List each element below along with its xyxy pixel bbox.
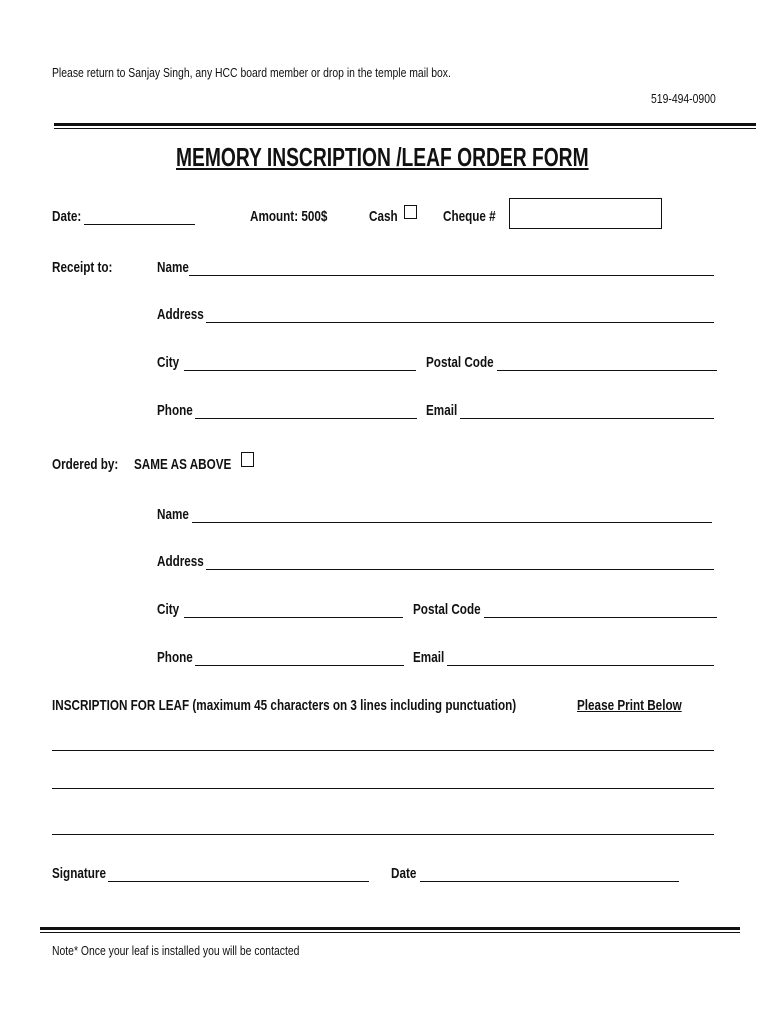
cheque-label: Cheque # — [443, 208, 496, 225]
ordered-by-label: Ordered by: — [52, 456, 119, 473]
ordered-email-field[interactable] — [447, 665, 714, 666]
inscription-label: INSCRIPTION FOR LEAF (maximum 45 characters on 3 lines including punctuation) — [52, 697, 517, 714]
ordered-phone-label: Phone — [157, 649, 193, 666]
header-divider — [54, 123, 756, 126]
inscription-line-2[interactable] — [52, 788, 714, 789]
cheque-number-field[interactable] — [509, 198, 662, 229]
footer-divider-thin — [40, 932, 740, 933]
date-field[interactable] — [84, 224, 195, 225]
receipt-email-label: Email — [426, 402, 458, 419]
ordered-name-field[interactable] — [192, 522, 712, 523]
receipt-address-field[interactable] — [206, 322, 714, 323]
date-label: Date: — [52, 208, 82, 225]
ordered-city-field[interactable] — [184, 617, 403, 618]
form-title: MEMORY INSCRIPTION /LEAF ORDER FORM — [176, 142, 589, 172]
same-as-above-checkbox[interactable] — [241, 452, 254, 467]
footer-divider — [40, 927, 740, 930]
receipt-city-field[interactable] — [184, 370, 416, 371]
ordered-postal-label: Postal Code — [413, 601, 481, 618]
footer-note: Note* Once your leaf is installed you will be contacted — [52, 943, 300, 958]
ordered-phone-field[interactable] — [195, 665, 404, 666]
receipt-city-label: City — [157, 354, 180, 371]
ordered-email-label: Email — [413, 649, 445, 666]
inscription-line-3[interactable] — [52, 834, 714, 835]
ordered-address-label: Address — [157, 553, 204, 570]
ordered-postal-field[interactable] — [484, 617, 717, 618]
receipt-email-field[interactable] — [460, 418, 714, 419]
return-note: Please return to Sanjay Singh, any HCC board member or drop in the temple mail box. — [52, 65, 451, 80]
receipt-name-label: Name — [157, 259, 189, 276]
ordered-city-label: City — [157, 601, 180, 618]
signature-label: Signature — [52, 865, 106, 882]
receipt-postal-field[interactable] — [497, 370, 717, 371]
same-as-above-label: SAME AS ABOVE — [134, 456, 232, 473]
please-print-below: Please Print Below — [577, 697, 682, 714]
receipt-address-label: Address — [157, 306, 204, 323]
receipt-phone-field[interactable] — [195, 418, 417, 419]
receipt-name-field[interactable] — [189, 275, 714, 276]
signature-field[interactable] — [108, 881, 369, 882]
inscription-line-1[interactable] — [52, 750, 714, 751]
receipt-to-label: Receipt to: — [52, 259, 113, 276]
cash-label: Cash — [369, 208, 398, 225]
amount-label: Amount: 500$ — [250, 208, 328, 225]
cash-checkbox[interactable] — [404, 205, 417, 219]
receipt-phone-label: Phone — [157, 402, 193, 419]
contact-phone: 519-494-0900 — [651, 91, 716, 106]
ordered-name-label: Name — [157, 506, 189, 523]
header-divider-thin — [54, 128, 756, 129]
receipt-postal-label: Postal Code — [426, 354, 494, 371]
signature-date-field[interactable] — [420, 881, 679, 882]
ordered-address-field[interactable] — [206, 569, 714, 570]
signature-date-label: Date — [391, 865, 417, 882]
